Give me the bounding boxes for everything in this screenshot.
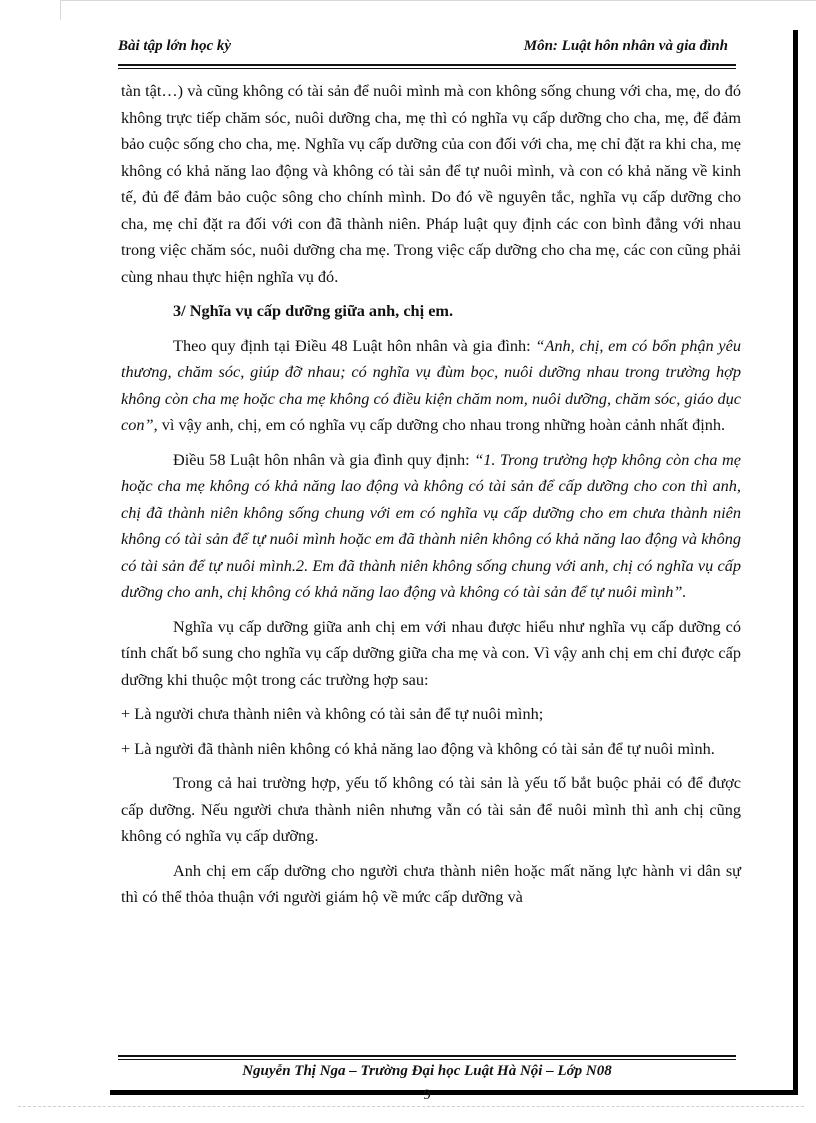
page-footer: Nguyễn Thị Nga – Trường Đại học Luật Hà Nội – Lớp N08 xyxy=(242,1063,612,1079)
page-number: 9 xyxy=(423,1087,431,1103)
bullet-item-2: + Là người đã thành niên không có khả năng lao động và không có tài sản để tự nuôi mình. xyxy=(121,738,715,758)
page-frame-top xyxy=(60,0,816,1)
paragraph-4: Nghĩa vụ cấp dưỡng giữa anh chị em với nhau được hiểu như nghĩa vụ cấp dưỡng có tính chất bổ sung cho nghĩa vụ cấp dưỡng giữa cha mẹ và con. Vì vậy anh chị em chỉ được cấp dưỡng khi thuộc một trong các trường hợp sau: xyxy=(121,616,741,689)
page-frame-bottom xyxy=(18,1106,804,1107)
header-divider xyxy=(118,64,736,66)
paragraph-1: tàn tật…) và cũng không có tài sản để nuôi mình mà con không sống chung với cha, mẹ, do đó không trực tiếp chăm sóc, nuôi dưỡng cha, mẹ thì có nghĩa vụ cấp dưỡng cho cha, mẹ, để đảm bảo cuộc sống cho cha, mẹ. Nghĩa vụ cấp dưỡng của con đối với cha, mẹ chỉ đặt ra khi cha, mẹ không có khả năng lao động và không có tài sản để tự nuôi mình, và con có khả năng về kinh tế, đủ để đảm bảo cuộc sông cho chính mình. Do đó về nguyên tắc, nghĩa vụ cấp dưỡng cho cha, mẹ chỉ đặt ra đối với con đã thành niên. Pháp luật quy định các con bình đẳng với nhau trong việc chăm sóc, nuôi dưỡng cha mẹ. Trong việc cấp dưỡng cho cha mẹ, các con cũng phải cùng nhau thực hiện nghĩa vụ đó. xyxy=(121,81,741,286)
paragraph-5: Trong cả hai trường hợp, yếu tố không có tài sản là yếu tố bắt buộc phải có để được cấp dưỡng. Nếu người chưa thành niên nhưng vẫn có tài sản để nuôi mình thì anh chị cũng không có nghĩa vụ cấp dưỡng. xyxy=(121,773,741,845)
document-body xyxy=(121,78,741,911)
bullet-item-1: + Là người chưa thành niên và không có tài sản để tự nuôi mình; xyxy=(121,704,544,723)
header-course-title: Bài tập lớn học kỳ xyxy=(118,38,232,54)
paragraph-6: Anh chị em cấp dưỡng cho người chưa thành niên hoặc mất năng lực hành vi dân sự thì có thể thỏa thuận với người giám hộ về mức cấp dưỡng và xyxy=(121,860,741,906)
paragraph-2-tail: , vì vậy anh, chị, em có nghĩa vụ cấp dưỡng cho nhau trong những hoàn cảnh nhất định. xyxy=(153,415,726,434)
page-header xyxy=(118,38,728,60)
paragraph-3-quote: “1. Trong trường hợp không còn cha mẹ hoặc cha mẹ không có khả năng lao động và không có tài sản để cấp dưỡng cho con thì anh, chị đã thành niên không sống chung với em có nghĩa vụ cấp dưỡng cho em chưa thành niên không có tài sản để tự nuôi mình hoặc em đã thành niên không có khả năng lao động và không có tài sản để tự nuôi mình.2. Em đã thành niên không sống chung với anh, chị có nghĩa vụ cấp dưỡng cho anh, chị không có khả năng lao động và không có tài sản để tự nuôi mình”. xyxy=(121,449,741,601)
header-subject: Môn: Luật hôn nhân và gia đình xyxy=(523,38,728,54)
page-border-shadow-right xyxy=(793,30,798,1092)
section-heading: 3/ Nghĩa vụ cấp dưỡng giữa anh, chị em. xyxy=(173,301,454,320)
paragraph-3 xyxy=(121,447,741,606)
paragraph-3-intro: Điều 58 Luật hôn nhân và gia đình quy định: xyxy=(173,449,475,469)
page-frame-left xyxy=(60,0,61,20)
paragraph-2-quote: “Anh, chị, em có bổn phận yêu thương, chăm sóc, giúp đỡ nhau; có nghĩa vụ đùm bọc, nuôi dưỡng nhau trong trường hợp không còn cha mẹ hoặc cha mẹ không có điều kiện chăm nom, nuôi dưỡng, chăm sóc, giáo dục con” xyxy=(121,335,741,434)
footer-divider xyxy=(118,1055,736,1057)
paragraph-2-intro: Theo quy định tại Điều 48 Luật hôn nhân và gia đình: xyxy=(173,335,536,355)
paragraph-2 xyxy=(121,333,741,439)
